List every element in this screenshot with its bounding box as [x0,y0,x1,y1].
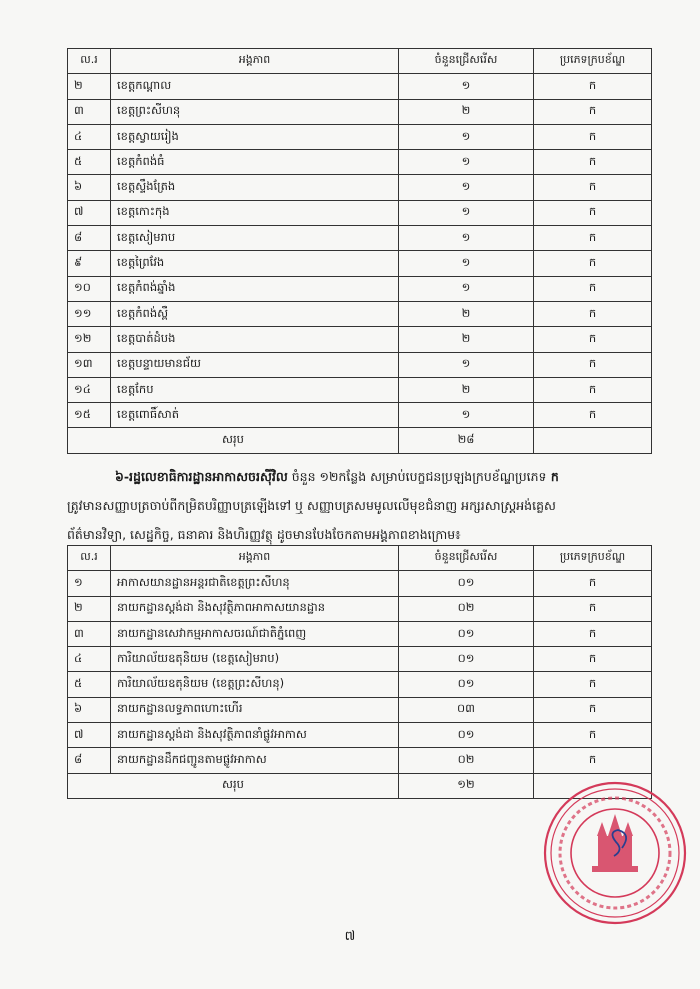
total-label: សរុប [68,773,399,798]
row-type: ក [534,200,652,225]
row-entity: ខេត្តពោធិ៍សាត់ [111,403,399,428]
row-entity: នាយកដ្ឋានដឹកជញ្ជូនតាមផ្លូវអាកាស [111,748,399,773]
row-entity: ការិយាល័យឧតុនិយម (ខេត្តព្រះសីហនុ) [111,672,399,697]
total-label: សរុប [68,428,399,453]
table-row [68,596,652,621]
row-count: ១ [399,200,534,225]
row-entity: ខេត្តកំពង់ធំ [111,150,399,175]
row-type: ក [534,327,652,352]
row-entity: ការិយាល័យឧតុនិយម (ខេត្តសៀមរាប) [111,647,399,672]
header-no: ល.រ [68,49,111,74]
row-type: ក [534,226,652,251]
table-row [68,571,652,596]
row-entity: ខេត្តសៀមរាប [111,226,399,251]
row-entity: ខេត្តបាត់ដំបង [111,327,399,352]
row-type: ក [534,74,652,99]
row-type: ក [534,251,652,276]
table-row [68,748,652,773]
row-entity: ខេត្តបន្ទាយមានជ័យ [111,352,399,377]
row-number: ៣ [68,621,111,646]
row-number: ៧ [68,723,111,748]
row-type: ក [534,124,652,149]
row-entity: ខេត្តកំពង់ឆ្នាំង [111,276,399,301]
row-number: ៤ [68,124,111,149]
row-number: ៩ [68,251,111,276]
row-entity: ខេត្តកំពង់ស្ពឺ [111,301,399,326]
row-type: ក [534,697,652,722]
row-number: ៣ [68,99,111,124]
row-count: ១ [399,403,534,428]
row-number: ៧ [68,200,111,225]
total-empty-cell [534,428,652,453]
row-count: ០៣ [399,697,534,722]
row-entity: នាយកដ្ឋានស្តង់ដា និងសុវត្ថិភាពនាំផ្លូវអាកាស [111,723,399,748]
row-number: ១២ [68,327,111,352]
table-row [68,621,652,646]
row-type: ក [534,672,652,697]
row-number: ១១ [68,301,111,326]
row-type: ក [534,621,652,646]
table-row [68,124,652,149]
row-count: ០២ [399,748,534,773]
row-type: ក [534,748,652,773]
row-type: ក [534,596,652,621]
row-entity: ខេត្តព្រះសីហនុ [111,99,399,124]
row-count: ០១ [399,621,534,646]
table-row [68,276,652,301]
table-row [68,175,652,200]
row-type: ក [534,403,652,428]
paragraph-type-letter: ក [546,469,559,484]
row-entity: ខេត្តស្ទឹងត្រែង [111,175,399,200]
row-count: ១ [399,175,534,200]
table-header-row [68,49,652,74]
header-count: ចំនួនជ្រើសរើស [399,49,534,74]
row-type: ក [534,150,652,175]
row-count: ០១ [399,647,534,672]
row-entity: ខេត្តកោះកុង [111,200,399,225]
table-row [68,74,652,99]
row-count: ១ [399,352,534,377]
row-count: ១ [399,251,534,276]
header-entity: អង្គភាព [111,49,399,74]
table-total-row [68,428,652,453]
province-allocation-table [67,48,652,454]
row-number: ៨ [68,226,111,251]
row-number: ១៤ [68,377,111,402]
row-number: ១៣ [68,352,111,377]
paragraph-line-1 [67,462,652,491]
row-count: ០១ [399,672,534,697]
header-type: ប្រភេទក្របខ័ណ្ឌ [534,546,652,571]
row-number: ១៥ [68,403,111,428]
civil-aviation-allocation-table [67,545,652,799]
row-entity: នាយកដ្ឋានលទ្ធភាពហោះហើរ [111,697,399,722]
row-number: ២ [68,596,111,621]
header-no: ល.រ [68,546,111,571]
section-paragraph [67,462,652,549]
total-value: ២៨ [399,428,534,453]
table-row [68,226,652,251]
row-entity: ខេត្តកែប [111,377,399,402]
row-count: ២ [399,99,534,124]
row-number: ៨ [68,748,111,773]
total-value: ១២ [399,773,534,798]
header-type: ប្រភេទក្របខ័ណ្ឌ [534,49,652,74]
row-entity: ខេត្តស្វាយរៀង [111,124,399,149]
angkor-temple-seal-icon [540,778,690,928]
row-entity: នាយកដ្ឋានសេវាកម្មអាកាសចរណ៍ជាតិភ្នំពេញ [111,621,399,646]
row-count: ១ [399,150,534,175]
table-row [68,672,652,697]
table-row [68,200,652,225]
row-type: ក [534,301,652,326]
row-entity: ខេត្តកណ្ដាល [111,74,399,99]
row-count: ០២ [399,596,534,621]
table-row [68,723,652,748]
row-count: ០១ [399,723,534,748]
paragraph-text-1: ចំនួន ១២កន្លែង សម្រាប់បេក្ខជនប្រឡងក្របខ័ណ្ឌប្រភេទ [287,469,547,484]
row-type: ក [534,647,652,672]
row-number: ២ [68,74,111,99]
row-entity: អាកាសយានដ្ឋានអន្តរជាតិខេត្តព្រះសីហនុ [111,571,399,596]
row-count: ២ [399,377,534,402]
table-row [68,150,652,175]
row-count: ០១ [399,571,534,596]
row-type: ក [534,377,652,402]
table-row [68,251,652,276]
table-row [68,647,652,672]
header-count: ចំនួនជ្រើសរើស [399,546,534,571]
row-count: ១ [399,226,534,251]
table-row [68,327,652,352]
row-number: ៦ [68,175,111,200]
row-type: ក [534,723,652,748]
row-number: ៦ [68,697,111,722]
row-number: ៥ [68,672,111,697]
table-row [68,99,652,124]
table-row [68,352,652,377]
row-entity: នាយកដ្ឋានស្តង់ដា និងសុវត្ថិភាពអាកាសយានដ្ឋាន [111,596,399,621]
table-header-row [68,546,652,571]
section-heading: ៦-រដ្ឋលេខាធិការដ្ឋានអាកាសចរស៊ីវិល [115,469,288,484]
row-count: ២ [399,301,534,326]
row-entity: ខេត្តព្រៃវែង [111,251,399,276]
row-count: ១ [399,124,534,149]
row-type: ក [534,571,652,596]
row-type: ក [534,276,652,301]
page-number: ៧ [344,929,356,944]
table-row [68,697,652,722]
row-number: ៤ [68,647,111,672]
row-count: ១ [399,74,534,99]
row-type: ក [534,352,652,377]
row-number: ១ [68,571,111,596]
header-entity: អង្គភាព [111,546,399,571]
table-row [68,403,652,428]
row-count: ២ [399,327,534,352]
row-number: ៥ [68,150,111,175]
row-count: ១ [399,276,534,301]
row-number: ១០ [68,276,111,301]
row-type: ក [534,175,652,200]
table-row [68,301,652,326]
paragraph-line-2: ត្រូវមានសញ្ញាបត្រចាប់ពីកម្រិតបរិញ្ញាបត្រឡើងទៅ ឬ សញ្ញាបត្រសមមូលលើមុខជំនាញ អក្សរសាស្ត្រអង់គ្លេស [67,498,556,513]
row-type: ក [534,99,652,124]
paragraph-line-3: ព័ត៌មានវិទ្យា, សេដ្ឋកិច្ច, ធនាគារ និងហិរញ្ញវត្ថុ ដូចមានបែងចែកតាមអង្គភាពខាងក្រោម៖ [67,527,461,542]
table-row [68,377,652,402]
